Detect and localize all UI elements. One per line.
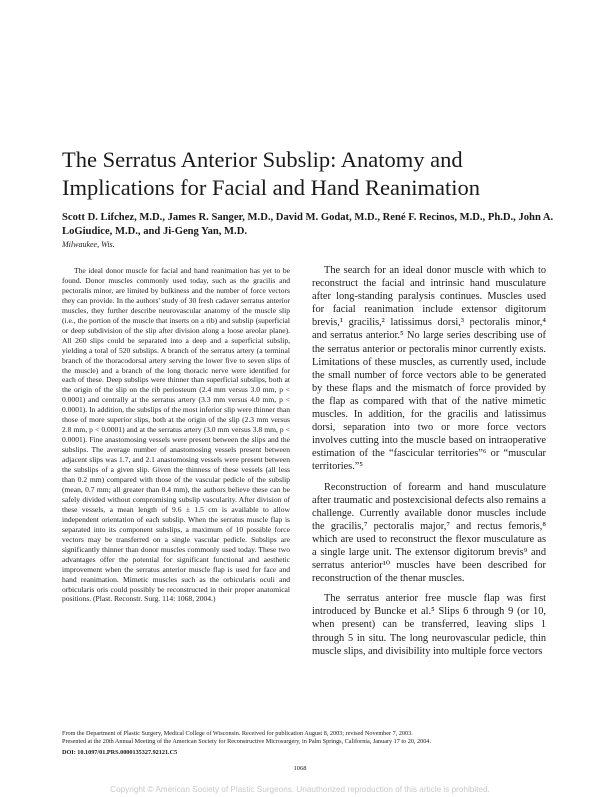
footnote-from: From the Department of Plastic Surgery, Medical College of Wisconsin. Received for publication August 8, 2003; revised November 7, 2003. (62, 730, 413, 737)
body-paragraph: The search for an ideal donor muscle with which to reconstruct the facial and intrinsic hand musculature after long-standing paralysis continues. Muscles used for facial reanimation include extensor digitorum brevis,¹ gracilis,² latissimus dorsi,³ pectoralis minor,⁴ and serratus anterior.⁵ No large series describing use of the serratus anterior or pectoralis minor currently exists. Limitations of these muscles, as currently used, include the small number of force vectors able to be generated by these flaps and the mismatch of force provided by the flap as compared with that of the native mimetic muscles. In addition, for the gracilis and latissimus dorsi, separation into two or more force vectors involves cutting into the muscle based on intraoperative estimation of the “fascicular territories”⁶ or “muscular territories.”⁵ (312, 265, 546, 473)
body-column (312, 264, 546, 665)
footnote (62, 730, 550, 758)
page-number: 1068 (293, 765, 307, 772)
body-paragraph: The serratus anterior free muscle flap was first introduced by Buncke et al.⁵ Slips 6 through 9 (or 10, when present) can be transferred, leaving slips 1 through 5 in situ. The long neurovascular pedicle, thin muscle slips, and divisibility into multiple force vectors (312, 593, 546, 657)
body-paragraph: Reconstruction of forearm and hand musculature after traumatic and postexcisional defects also remains a challenge. Currently available donor muscles include the gracilis,⁷ pectoralis major,⁷ and rectus femoris,⁸ which are used to reconstruct the flexor musculature as a single large unit. The extensor digitorum brevis⁹ and serratus anterior¹⁰ muscles have been described for reconstruction of the thenar muscles. (312, 481, 546, 585)
footnote-presented: Presented at the 20th Annual Meeting of the American Society for Reconstructive Microsurgery, in Palm Springs, California, January 17 to 20, 2004. (62, 738, 431, 746)
copyright-notice: Copyright © American Society of Plastic Surgeons. Unauthorized reproduction of this article is prohibited. (110, 785, 490, 794)
author-list: Scott D. Lifchez, M.D., James R. Sanger, M.D., David M. Godat, M.D., René F. Recinos, M.D., Ph.D., John A. LoGiudice, M.D., and Ji-Geng Yan, M.D. (62, 212, 554, 237)
affiliation: Milwaukee, Wis. (62, 240, 115, 249)
doi: DOI: 10.1097/01.PRS.0000135327.92121.C5 (62, 749, 178, 757)
article-title: The Serratus Anterior Subslip: Anatomy and Implications for Facial and Hand Reanimation (62, 147, 481, 200)
abstract: The ideal donor muscle for facial and hand reanimation has yet to be found. Donor muscles commonly used today, such as the gracilis and pectoralis minor, are limited by bulkiness and the number of force vectors they can provide. In the authors' study of 30 fresh cadaver serratus anterior muscles, they further describe neurovascular anatomy of the muscle slip (i.e., the portion of the muscle that inserts on a rib) and subslip (superficial or deep subdivision of the slip after division along a loose areolar plane). All 260 slips could be separated into a deep and a superficial subslip, yielding a total of 520 subslips. A branch of the serratus artery (a terminal branch of the thoracodorsal artery serving the lower five to seven slips of the muscle) and a branch of the long thoracic nerve were identified for each of these. Deep subslips were thinner than superficial subslips, both at the origin of the slip on the rib periosteum (2.4 mm versus 3.0 mm, p < 0.0001) and centrally at the serratus artery (3.3 mm versus 4.0 mm, p < 0.0001). In addition, the subslips of the most inferior slip were thinner than those of more superior slips, both at the origin of the slip (2.3 mm versus 2.8 mm, p < 0.0001) and at the serratus artery (3.0 mm versus 3.8 mm, p < 0.0001). Fine anastomosing vessels were present between the slips and the subslips. The average number of anastomosing vessels present between adjacent slips was 1.7, and 2.1 anastomosing vessels were present between the subslips of a given slip. Given the thinness of these vessels (all less than 0.2 mm) compared with those of the vascular pedicle of the subslip (mean, 0.7 mm; all greater than 0.4 mm), the authors believe these can be safely divided without compromising subslip vascularity. After division of these vessels, a mean length of 9.6 ± 1.5 cm is available to allow independent orientation of each subslip. When the serratus muscle flap is separated into its component subslips, a maximum of 10 possible force vectors may be transferred on a single vascular pedicle. Subslips are significantly thinner than donor muscles commonly used today. These two advantages offer the potential for significant functional and aesthetic improvement when the serratus anterior muscle flap is used for face and hand reanimation. Mimetic muscles such as the orbicularis oculi and orbicularis oris could possibly be reconstructed in their proper anatomical positions. (Plast. Reconstr. Surg. 114: 1068, 2004.) (62, 266, 290, 604)
